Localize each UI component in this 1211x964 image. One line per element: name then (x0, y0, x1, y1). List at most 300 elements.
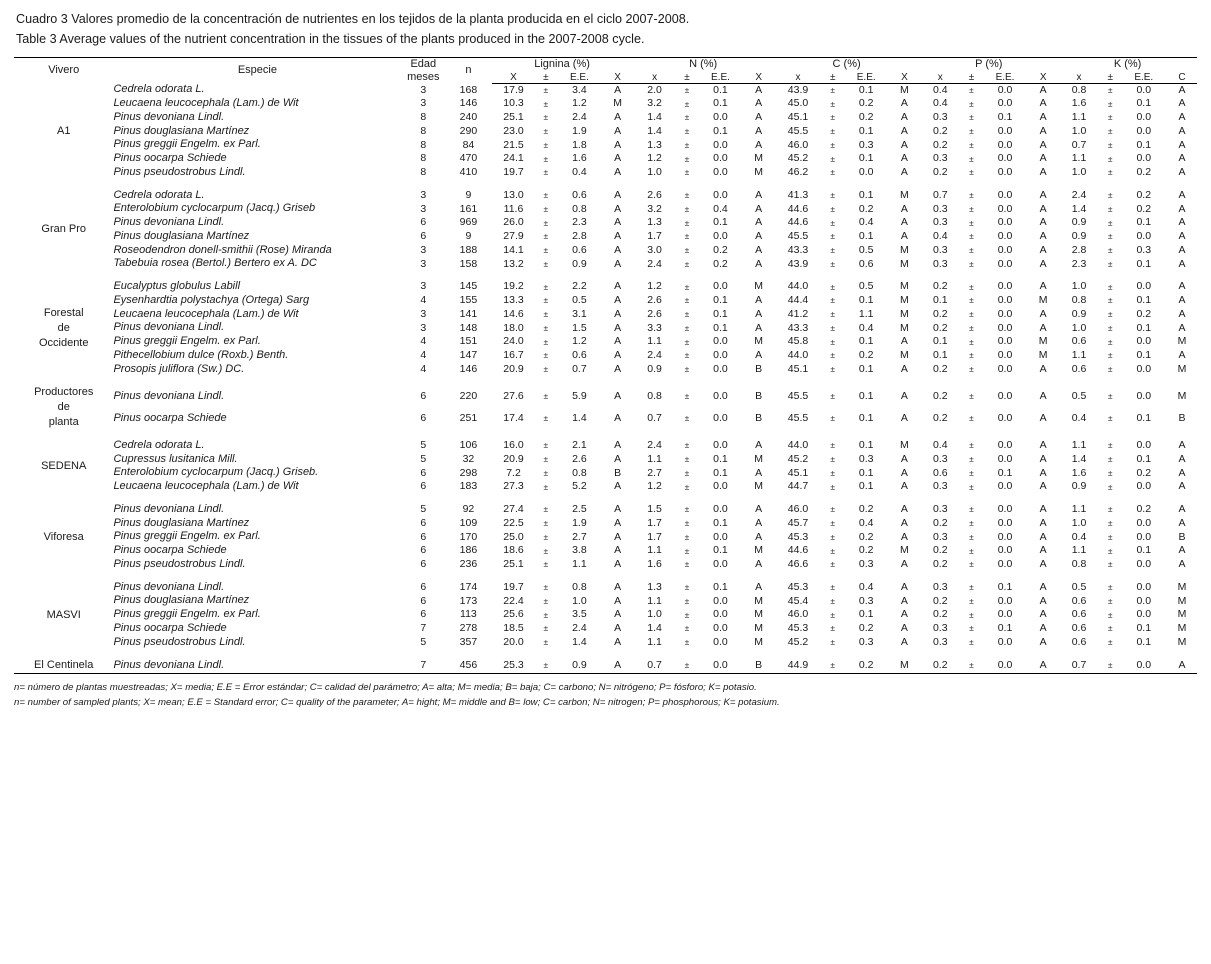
cell-n: 183 (459, 480, 478, 493)
cell-c-quality: A (900, 335, 908, 348)
cell-p-ee: 0.1 (997, 580, 1013, 593)
cell-n-ee: 0.0 (713, 111, 728, 124)
table-row (14, 503, 1197, 517)
cell-k-mean: 1.0 (1071, 124, 1087, 137)
cell-lignina-quality: A (614, 230, 622, 243)
cell-lignina-mean: 19.7 (503, 166, 524, 179)
cell-edad: 3 (420, 307, 427, 320)
cell-lignina-mean: 27.3 (503, 480, 524, 493)
cell-n-mean: 0.7 (647, 412, 662, 425)
cell-lignina-quality: A (614, 362, 622, 375)
cell-p-mean: 0.4 (932, 230, 948, 243)
cell-p-pm: ± (969, 637, 974, 648)
cell-n-mean: 1.1 (647, 635, 662, 648)
cell-k-ee: 0.0 (1136, 280, 1152, 293)
cell-lignina-mean: 24.1 (503, 152, 524, 165)
cell-k-ee: 0.1 (1136, 97, 1152, 110)
cell-c-quality: A (900, 635, 908, 648)
cell-lignina-ee: 1.0 (572, 594, 587, 607)
cell-especie: Pinus oocarpa Schiede (113, 411, 227, 424)
cell-n-mean: 1.4 (647, 124, 662, 137)
cell-c-pm: ± (830, 454, 836, 465)
table-row (14, 349, 1197, 363)
cell-c-mean: 46.0 (787, 503, 809, 516)
cell-k-quality: A (1178, 503, 1186, 516)
cell-lignina-mean: 10.3 (503, 97, 524, 110)
cell-k-mean: 0.6 (1071, 635, 1087, 648)
cell-especie: Eucalyptus globulus Labill (113, 280, 241, 293)
cell-lignina-ee: 2.3 (572, 216, 587, 229)
cell-lignina-ee: 1.8 (572, 138, 587, 151)
cell-c-pm: ± (822, 658, 843, 673)
cell-c-ee: 0.2 (858, 530, 874, 543)
cell-n-pm: ± (684, 85, 690, 96)
cell-k-quality: M (1177, 622, 1187, 635)
cell-c-pm: ± (830, 167, 836, 178)
cell-k-ee: 0.2 (1136, 188, 1152, 201)
cell-especie: Prosopis juliflora (Sw.) DC. (113, 362, 245, 375)
cell-k-quality: A (1178, 452, 1186, 465)
cell-p-ee: 0.0 (997, 530, 1013, 543)
cell-n: 357 (459, 635, 478, 648)
cell-n: 240 (459, 111, 478, 124)
cell-k-quality: A (1178, 243, 1186, 256)
cell-k-ee: 0.2 (1136, 307, 1152, 320)
cell-c-ee: 0.4 (858, 516, 874, 529)
table-row (14, 385, 1197, 407)
cell-n-mean: 2.6 (647, 294, 662, 307)
cell-c-pm: ± (830, 364, 836, 375)
cell-n-quality: A (755, 558, 763, 571)
cell-p-quality: A (1039, 362, 1047, 375)
cell-p-pm: ± (969, 531, 974, 542)
cell-n: 32 (462, 452, 475, 465)
cell-p-quality: A (1039, 516, 1047, 529)
cell-p-quality: A (1039, 111, 1047, 124)
cell-lignina-mean: 20.0 (503, 635, 524, 648)
cell-p-pm: ± (969, 623, 974, 634)
cell-c-pm: ± (830, 126, 836, 137)
table-row (14, 408, 1197, 430)
cell-lignina-mean: 19.2 (503, 280, 524, 293)
cell-lignina-quality: A (614, 335, 622, 348)
cell-p-mean: 0.1 (932, 294, 948, 307)
cell-k-ee: 0.1 (1136, 294, 1152, 307)
spacer-cell (14, 376, 1197, 385)
cell-k-pm: ± (1107, 637, 1113, 648)
cell-n: 969 (459, 216, 478, 229)
cell-c-ee: 0.2 (858, 544, 874, 557)
table-row (14, 257, 1197, 271)
cell-p-ee: 0.0 (997, 202, 1013, 215)
cell-c-pm: ± (830, 231, 836, 242)
cell-p-quality: M (1038, 349, 1048, 362)
cell-c-mean: 43.9 (787, 257, 809, 270)
cell-edad: 6 (420, 558, 427, 571)
cell-edad: 7 (420, 622, 427, 635)
table-row (14, 244, 1197, 258)
cell-c-quality: A (900, 97, 908, 110)
sub-k-mean: x (1058, 71, 1100, 83)
cell-p-ee: 0.0 (997, 594, 1013, 607)
cell-c-pm: ± (830, 153, 836, 164)
cell-p-mean: 0.2 (932, 321, 948, 334)
cell-p-pm: ± (969, 454, 974, 465)
cell-n-mean: 0.7 (633, 658, 677, 673)
cell-lignina-pm: ± (543, 112, 549, 123)
cell-k-quality: M (1177, 335, 1187, 348)
cell-lignina-pm: ± (543, 258, 549, 269)
cell-c-quality: M (900, 188, 909, 201)
cell-p-ee: 0.0 (997, 635, 1013, 648)
cell-lignina-ee: 0.8 (572, 466, 587, 479)
cell-n: 186 (459, 544, 478, 557)
cell-lignina-ee: 2.8 (572, 230, 587, 243)
cell-lignina-ee: 5.9 (572, 389, 587, 402)
cell-p-quality: A (1039, 558, 1047, 571)
cell-lignina-pm: ± (543, 126, 549, 137)
sub-n-ee: E.E. (697, 71, 743, 83)
cell-c-quality: A (900, 138, 908, 151)
cell-k-pm: ± (1107, 309, 1113, 320)
cell-n-quality: B (744, 658, 774, 673)
cell-n-pm: ± (684, 637, 690, 648)
cell-lignina-pm: ± (543, 364, 549, 375)
cell-edad: 3 (420, 280, 427, 293)
cell-lignina-mean: 16.0 (503, 439, 524, 452)
cell-p-mean: 0.2 (932, 362, 948, 375)
cell-lignina-mean: 24.0 (503, 335, 524, 348)
col-carbono: C (%) (774, 58, 920, 72)
cell-especie: Pinus greggii Engelm. ex Parl. (113, 530, 261, 543)
cell-k-quality: M (1177, 362, 1187, 375)
cell-p-mean: 0.3 (932, 622, 948, 635)
cell-c-ee: 0.2 (858, 622, 874, 635)
cell-n-pm: ± (684, 190, 690, 201)
cell-c-pm: ± (830, 595, 836, 606)
cell-n-pm: ± (684, 559, 690, 570)
cell-c-mean: 45.1 (787, 111, 809, 124)
cell-n-mean: 2.7 (647, 466, 662, 479)
sub-c-pm: ± (822, 71, 843, 83)
cell-especie: Pinus devoniana Lindl. (113, 389, 225, 402)
cell-lignina-ee: 1.4 (572, 635, 587, 648)
cell-n-ee: 0.1 (713, 321, 728, 334)
cell-lignina-quality: M (613, 97, 622, 110)
cell-c-mean: 44.9 (774, 658, 823, 673)
cell-k-ee: 0.0 (1121, 658, 1167, 673)
cell-n: 220 (459, 389, 478, 402)
cell-lignina-quality: A (614, 152, 622, 165)
cell-n: 170 (459, 530, 478, 543)
cell-p-mean: 0.2 (932, 280, 948, 293)
cell-k-ee: 0.1 (1136, 349, 1152, 362)
cell-especie: Cedrela odorata L. (113, 188, 205, 201)
cell-c-pm: ± (830, 391, 836, 402)
cell-k-pm: ± (1107, 467, 1113, 478)
cell-k-pm: ± (1107, 190, 1113, 201)
cell-p-mean: 0.2 (932, 138, 948, 151)
cell-especie: Pinus pseudostrobus Lindl. (113, 165, 246, 178)
cell-c-mean: 45.2 (787, 152, 809, 165)
cell-n-pm: ± (684, 391, 690, 402)
cell-lignina-pm: ± (543, 295, 549, 306)
table-row (14, 480, 1197, 494)
cell-n-quality: A (755, 124, 763, 137)
cell-k-quality: A (1178, 111, 1186, 124)
cell-c-quality: A (900, 152, 908, 165)
cell-k-pm: ± (1107, 231, 1113, 242)
table-row (14, 466, 1197, 480)
cell-c-quality: M (900, 243, 909, 256)
cell-c-pm: ± (830, 98, 836, 109)
cell-p-mean: 0.4 (932, 439, 948, 452)
cell-k-mean: 0.6 (1071, 608, 1087, 621)
cell-edad: 6 (420, 516, 427, 529)
cell-lignina-pm: ± (543, 531, 549, 542)
cell-k-quality: A (1178, 349, 1186, 362)
cell-n-mean: 1.3 (647, 580, 662, 593)
cell-lignina-mean: 25.1 (503, 111, 524, 124)
cell-lignina-ee: 1.4 (572, 412, 587, 425)
cell-c-quality: A (900, 230, 908, 243)
cell-n-quality: A (755, 83, 763, 96)
table-row (14, 216, 1197, 230)
cell-especie: Pinus greggii Engelm. ex Parl. (113, 138, 261, 151)
group-spacer (14, 271, 1197, 280)
cell-p-mean: 0.2 (932, 412, 948, 425)
cell-n-mean: 1.7 (647, 516, 662, 529)
cell-c-quality: A (900, 216, 908, 229)
cell-p-ee: 0.0 (997, 544, 1013, 557)
cell-lignina-quality: A (614, 635, 622, 648)
cell-n-quality: M (754, 544, 764, 557)
cell-k-quality: A (1178, 544, 1186, 557)
cell-c-mean: 44.6 (787, 216, 809, 229)
cell-c-ee: 0.6 (858, 257, 874, 270)
cell-lignina-ee: 2.4 (572, 111, 587, 124)
cell-p-pm: ± (969, 153, 974, 164)
cell-n: 141 (459, 307, 478, 320)
cell-k-mean: 2.3 (1071, 257, 1087, 270)
cell-k-quality: A (1178, 280, 1186, 293)
cell-p-quality: A (1039, 480, 1047, 493)
cell-p-quality: A (1039, 243, 1047, 256)
sub-p-quality: X (1028, 71, 1058, 83)
cell-n: 148 (459, 321, 478, 334)
cell-k-quality: A (1178, 480, 1186, 493)
cell-vivero: El Centinela (14, 658, 113, 673)
cell-p-pm: ± (969, 281, 974, 292)
cell-lignina-ee: 2.5 (572, 503, 587, 516)
cell-c-quality: A (900, 111, 908, 124)
cell-vivero: Viforesa (43, 530, 84, 543)
cell-lignina-ee: 0.7 (572, 362, 587, 375)
cell-k-ee: 0.3 (1136, 243, 1152, 256)
cell-lignina-mean: 13.0 (503, 188, 524, 201)
footnote-es-text: n= número de plantas muestreadas; X= media; E.E = Error estándar; C= calidad del parámetro; A= alta; M= media; B= baja; C= carbono; N= nitrógeno; P= fósforo; K= potasio. (14, 682, 757, 694)
cell-p-ee: 0.0 (997, 138, 1013, 151)
cell-c-mean: 46.0 (787, 138, 809, 151)
cell-c-pm: ± (830, 112, 836, 123)
cell-k-pm: ± (1107, 559, 1113, 570)
cell-k-mean: 0.6 (1071, 594, 1087, 607)
cell-c-quality: A (900, 503, 908, 516)
cell-n-mean: 1.2 (647, 480, 662, 493)
cell-k-pm: ± (1107, 481, 1113, 492)
cell-especie: Cupressus lusitanica Mill. (113, 452, 238, 465)
cell-k-pm: ± (1107, 245, 1113, 256)
cell-k-pm: ± (1107, 413, 1113, 424)
cell-lignina-ee: 0.9 (572, 257, 587, 270)
cell-n-ee: 0.0 (697, 658, 743, 673)
cell-lignina-quality: A (614, 243, 622, 256)
cell-c-mean: 45.5 (787, 389, 809, 402)
cell-edad: 6 (420, 389, 427, 402)
cell-n: 155 (459, 294, 478, 307)
cell-k-quality: M (1177, 594, 1187, 607)
cell-p-mean: 0.3 (932, 635, 948, 648)
cell-n-mean: 1.6 (647, 558, 662, 571)
cell-c-pm: ± (830, 322, 836, 333)
cell-n-quality: A (755, 243, 763, 256)
cell-n-quality: M (754, 335, 764, 348)
col-n: n (445, 58, 491, 84)
cell-edad: 8 (420, 138, 427, 151)
cell-lignina-pm: ± (543, 595, 549, 606)
cell-k-quality: A (1178, 466, 1186, 479)
cell-p-pm: ± (969, 309, 974, 320)
cell-p-quality: A (1039, 97, 1047, 110)
cell-n-quality: B (755, 389, 763, 402)
cell-k-pm: ± (1107, 281, 1113, 292)
cell-k-mean: 1.1 (1071, 111, 1087, 124)
cell-n-quality: A (755, 307, 763, 320)
cell-edad: 6 (420, 580, 427, 593)
cell-n-ee: 0.0 (713, 530, 728, 543)
cell-p-mean: 0.3 (932, 480, 948, 493)
cell-n: 106 (459, 439, 478, 452)
cell-n-ee: 0.1 (713, 516, 728, 529)
cell-lignina-pm: ± (543, 153, 549, 164)
cell-p-quality: A (1039, 635, 1047, 648)
cell-n-mean: 1.3 (647, 138, 662, 151)
cell-edad: 3 (420, 243, 427, 256)
sub-n-pm: ± (677, 71, 698, 83)
cell-p-mean: 0.2 (932, 516, 948, 529)
cell-k-mean: 1.1 (1071, 503, 1087, 516)
cell-n-ee: 0.0 (713, 503, 728, 516)
cell-lignina-mean: 25.0 (503, 530, 524, 543)
cell-n: 410 (459, 166, 478, 179)
cell-lignina-ee: 1.9 (572, 516, 587, 529)
cell-n-pm: ± (684, 350, 690, 361)
cell-p-quality: A (1039, 608, 1047, 621)
cell-p-mean: 0.7 (932, 188, 948, 201)
cell-lignina-quality: A (614, 349, 622, 362)
cell-k-ee: 0.0 (1136, 83, 1152, 96)
cell-k-mean: 1.0 (1071, 280, 1087, 293)
cell-n-ee: 0.0 (713, 166, 728, 179)
cell-k-ee: 0.1 (1136, 622, 1152, 635)
cell-p-quality: A (1039, 503, 1047, 516)
cell-n-pm: ± (684, 467, 690, 478)
cell-especie: Pinus devoniana Lindl. (113, 580, 225, 593)
cell-n-pm: ± (684, 481, 690, 492)
cell-especie: Pinus pseudostrobus Lindl. (113, 557, 246, 570)
cell-c-ee: 0.1 (858, 230, 874, 243)
cell-n: 470 (459, 152, 478, 165)
cell-lignina-quality: A (614, 280, 622, 293)
cell-k-pm: ± (1107, 531, 1113, 542)
cell-c-ee: 0.1 (858, 480, 874, 493)
cell-lignina-mean: 13.3 (503, 294, 524, 307)
cell-k-quality: M (1177, 389, 1187, 402)
cell-c-pm: ± (830, 504, 836, 515)
cell-k-ee: 0.0 (1136, 362, 1152, 375)
cell-k-pm: ± (1107, 609, 1113, 620)
cell-p-quality: A (1039, 307, 1047, 320)
col-lignina: Lignina (%) (492, 58, 633, 72)
cell-n-ee: 0.0 (713, 439, 728, 452)
cell-n-quality: A (755, 439, 763, 452)
cell-n-mean: 0.8 (647, 389, 662, 402)
cell-p-ee: 0.1 (997, 466, 1013, 479)
cell-c-quality: A (900, 362, 908, 375)
cell-c-pm: ± (830, 582, 836, 593)
cell-k-pm: ± (1107, 217, 1113, 228)
cell-p-ee: 0.0 (997, 503, 1013, 516)
cell-p-pm: ± (969, 559, 974, 570)
cell-c-quality: M (900, 280, 909, 293)
cell-n-quality: A (755, 580, 763, 593)
table-row (14, 111, 1197, 125)
cell-n-quality: A (755, 503, 763, 516)
table-row (14, 608, 1197, 622)
cell-p-mean: 0.2 (932, 608, 948, 621)
cell-n: 278 (459, 622, 478, 635)
cell-edad: 8 (420, 152, 427, 165)
group-spacer (14, 572, 1197, 581)
cell-k-mean: 2.4 (1071, 188, 1087, 201)
cell-n: 236 (459, 558, 478, 571)
table-row (14, 230, 1197, 244)
cell-p-pm: ± (969, 322, 974, 333)
cell-k-quality: A (1178, 152, 1186, 165)
cell-p-mean: 0.3 (932, 503, 948, 516)
col-fosforo: P (%) (919, 58, 1058, 72)
cell-c-pm: ± (830, 637, 836, 648)
cell-edad: 8 (420, 124, 427, 137)
cell-n-mean: 1.0 (647, 166, 662, 179)
cell-k-quality: A (1178, 166, 1186, 179)
cell-p-ee: 0.0 (997, 452, 1013, 465)
nutrient-concentration-table (14, 57, 1197, 674)
cell-n-mean: 2.6 (647, 188, 662, 201)
cell-c-mean: 44.4 (787, 294, 809, 307)
cell-edad: 4 (420, 335, 427, 348)
cell-c-quality: A (900, 608, 908, 621)
cell-lignina-pm: ± (543, 545, 549, 556)
cell-lignina-mean: 19.7 (503, 580, 524, 593)
cell-p-quality: A (1039, 124, 1047, 137)
cell-especie: Tabebuia rosea (Bertol.) Bertero ex A. DC (113, 257, 317, 270)
cell-n-mean: 1.1 (647, 335, 662, 348)
cell-lignina-quality: B (614, 466, 622, 479)
table-row (14, 363, 1197, 377)
cell-n-ee: 0.0 (713, 389, 728, 402)
cell-p-mean: 0.2 (932, 594, 948, 607)
